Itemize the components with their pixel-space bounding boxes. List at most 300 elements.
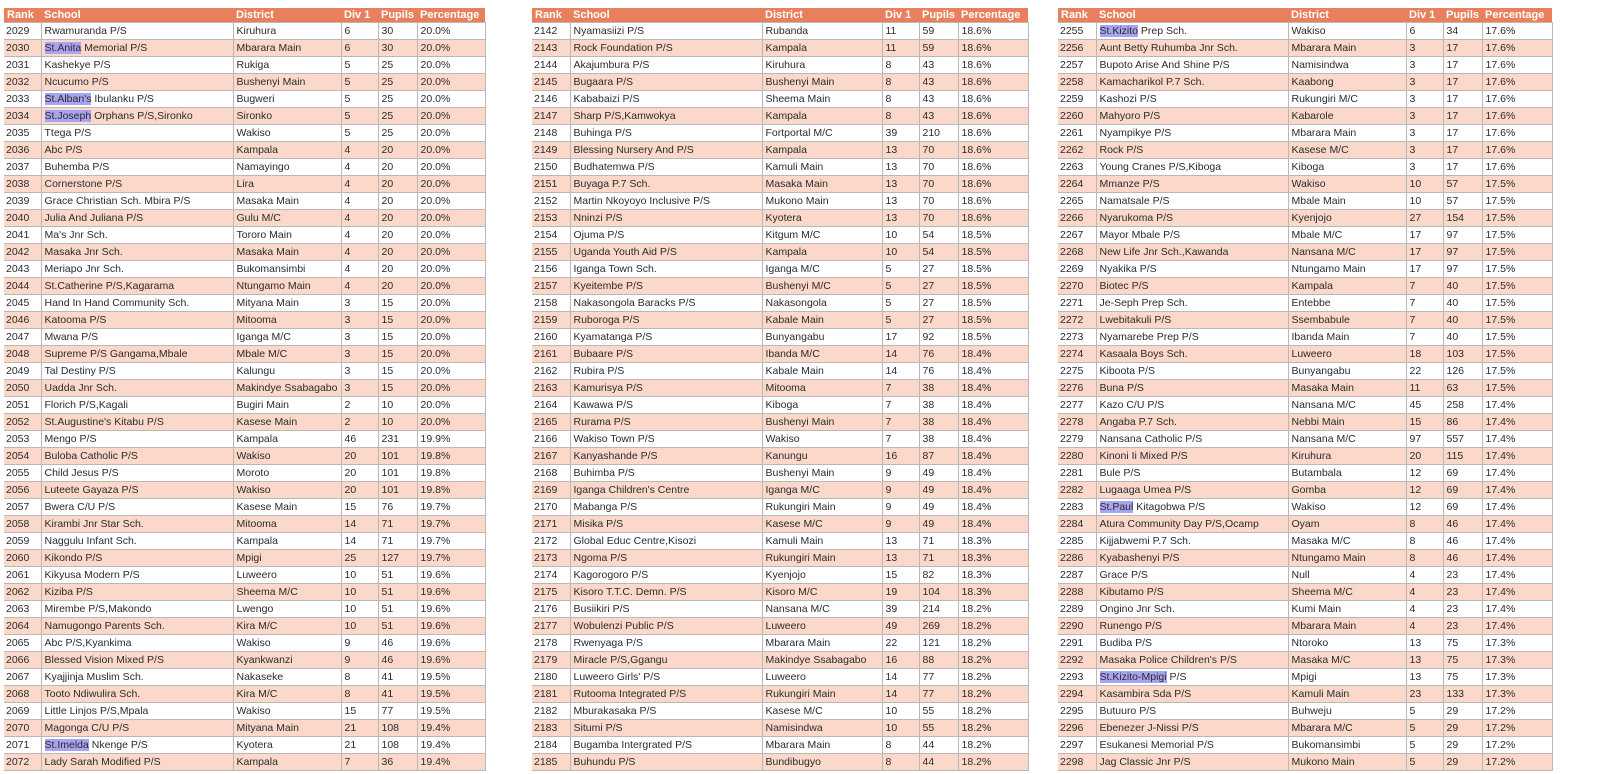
- rank-cell: 2063: [4, 601, 41, 618]
- school-cell: [1096, 652, 1288, 669]
- district-cell: Mbarara M/C: [1288, 720, 1406, 737]
- div1-cell: 3: [341, 346, 378, 363]
- pupils-cell: 20: [378, 176, 417, 193]
- div1-cell: 10: [882, 244, 919, 261]
- school-cell: [41, 346, 233, 363]
- district-cell: Bukomansimbi: [1288, 737, 1406, 754]
- school-name: Biotec P/S: [1099, 280, 1149, 292]
- school-cell: [41, 23, 233, 40]
- pupils-cell: 17: [1443, 91, 1482, 108]
- table-row: [1058, 244, 1552, 261]
- school-cell: [41, 601, 233, 618]
- percentage-cell: 17.6%: [1482, 142, 1552, 159]
- pupils-cell: 70: [919, 159, 958, 176]
- rank-cell: 2272: [1058, 312, 1096, 329]
- rank-cell: 2160: [532, 329, 570, 346]
- div1-cell: 7: [1406, 329, 1443, 346]
- school-name: Abc P/S: [44, 144, 83, 156]
- rank-cell: 2153: [532, 210, 570, 227]
- div1-cell: 7: [1406, 312, 1443, 329]
- pupils-cell: 17: [1443, 142, 1482, 159]
- rank-cell: 2035: [4, 125, 41, 142]
- table-row: [4, 516, 485, 533]
- school-name: Kashekye P/S: [44, 59, 111, 71]
- school-name: Little Linjos P/S,Mpala: [44, 705, 149, 717]
- district-cell: Gulu M/C: [233, 210, 341, 227]
- school-name: Grace Christian Sch. Mbira P/S: [44, 195, 191, 207]
- district-cell: Iganga M/C: [762, 261, 882, 278]
- school-name: Grace P/S: [1099, 569, 1148, 581]
- school-cell: [41, 210, 233, 227]
- table-row: [532, 635, 1028, 652]
- pupils-cell: 51: [378, 601, 417, 618]
- rank-cell: 2142: [532, 23, 570, 40]
- percentage-cell: 17.4%: [1482, 618, 1552, 635]
- percentage-cell: 19.4%: [417, 754, 485, 771]
- div1-cell: 3: [1406, 74, 1443, 91]
- rank-cell: 2057: [4, 499, 41, 516]
- rank-cell: 2296: [1058, 720, 1096, 737]
- school-name: Tal Destiny P/S: [44, 365, 116, 377]
- school-cell: [41, 193, 233, 210]
- pupils-cell: 77: [919, 686, 958, 703]
- rank-cell: 2295: [1058, 703, 1096, 720]
- rank-cell: 2161: [532, 346, 570, 363]
- district-cell: Wakiso: [762, 431, 882, 448]
- school-name: Young Cranes P/S,Kiboga: [1099, 161, 1222, 173]
- rank-cell: 2279: [1058, 431, 1096, 448]
- percentage-cell: 20.0%: [417, 142, 485, 159]
- percentage-cell: 20.0%: [417, 261, 485, 278]
- rank-cell: 2271: [1058, 295, 1096, 312]
- pupils-cell: 210: [919, 125, 958, 142]
- percentage-cell: 17.6%: [1482, 91, 1552, 108]
- school-cell: [570, 482, 762, 499]
- school-name: Budiba P/S: [1099, 637, 1153, 649]
- district-cell: Wakiso: [233, 635, 341, 652]
- school-name: Ma's Jnr Sch.: [44, 229, 108, 241]
- rank-cell: 2068: [4, 686, 41, 703]
- percentage-cell: 19.7%: [417, 516, 485, 533]
- pupils-cell: 23: [1443, 584, 1482, 601]
- pupils-cell: 40: [1443, 278, 1482, 295]
- school-cell: [570, 499, 762, 516]
- pupils-header: Pupils: [378, 8, 417, 23]
- table-row: [1058, 40, 1552, 57]
- district-cell: Bundibugyo: [762, 754, 882, 771]
- school-name: Buna P/S: [1099, 382, 1144, 394]
- school-cell: [41, 584, 233, 601]
- district-cell: Kira M/C: [233, 618, 341, 635]
- percentage-cell: 20.0%: [417, 278, 485, 295]
- district-cell: Masaka Main: [762, 176, 882, 193]
- school-name: Meriapo Jnr Sch.: [44, 263, 124, 275]
- table-row: [532, 720, 1028, 737]
- district-cell: Ibanda Main: [1288, 329, 1406, 346]
- school-cell: [570, 346, 762, 363]
- district-cell: Kyenjojo: [1288, 210, 1406, 227]
- pupils-cell: 154: [1443, 210, 1482, 227]
- school-name: Mengo P/S: [44, 433, 97, 445]
- school-cell: [1096, 261, 1288, 278]
- pupils-cell: 70: [919, 176, 958, 193]
- percentage-cell: 17.6%: [1482, 23, 1552, 40]
- table-row: [4, 431, 485, 448]
- rank-cell: 2158: [532, 295, 570, 312]
- percentage-cell: 17.5%: [1482, 312, 1552, 329]
- highlighted-text: St.Kizito-Mpigi: [1099, 671, 1167, 683]
- pupils-cell: 25: [378, 57, 417, 74]
- percentage-cell: 18.5%: [958, 278, 1028, 295]
- percentage-cell: 19.6%: [417, 652, 485, 669]
- table-row: [4, 176, 485, 193]
- div1-cell: 4: [341, 244, 378, 261]
- div1-cell: 13: [1406, 635, 1443, 652]
- school-name: Lady Sarah Modified P/S: [44, 756, 161, 768]
- school-name: Kanyashande P/S: [573, 450, 658, 462]
- rank-cell: 2266: [1058, 210, 1096, 227]
- div1-cell: 7: [341, 754, 378, 771]
- div1-cell: 3: [341, 363, 378, 380]
- percentage-cell: 19.5%: [417, 669, 485, 686]
- percentage-cell: 18.2%: [958, 720, 1028, 737]
- table-row: [532, 40, 1028, 57]
- rank-cell: 2049: [4, 363, 41, 380]
- percentage-cell: 20.0%: [417, 295, 485, 312]
- rank-cell: 2179: [532, 652, 570, 669]
- rank-cell: 2283: [1058, 499, 1096, 516]
- div1-cell: 17: [1406, 227, 1443, 244]
- table-row: [532, 516, 1028, 533]
- pupils-cell: 46: [378, 635, 417, 652]
- school-cell: [41, 278, 233, 295]
- district-cell: Sheema Main: [762, 91, 882, 108]
- school-name: Luweero Girls' P/S: [573, 671, 661, 683]
- percentage-cell: 17.4%: [1482, 533, 1552, 550]
- div1-cell: 12: [1406, 499, 1443, 516]
- percentage-cell: 18.6%: [958, 210, 1028, 227]
- rank-cell: 2175: [532, 584, 570, 601]
- pupils-header: Pupils: [919, 8, 958, 23]
- percentage-cell: 20.0%: [417, 227, 485, 244]
- school-header: School: [570, 8, 762, 23]
- table-row: [532, 448, 1028, 465]
- school-cell: [1096, 448, 1288, 465]
- div1-cell: 9: [882, 499, 919, 516]
- district-cell: Kitgum M/C: [762, 227, 882, 244]
- pupils-cell: 20: [378, 261, 417, 278]
- rank-cell: 2288: [1058, 584, 1096, 601]
- school-name: Sharp P/S,Kamwokya: [573, 110, 676, 122]
- district-cell: Wakiso: [233, 703, 341, 720]
- school-cell: [570, 278, 762, 295]
- table-row: [1058, 380, 1552, 397]
- pupils-cell: 27: [919, 278, 958, 295]
- table-row: [532, 329, 1028, 346]
- div1-cell: 12: [1406, 482, 1443, 499]
- pupils-cell: 17: [1443, 40, 1482, 57]
- div1-cell: 4: [341, 210, 378, 227]
- rank-cell: 2281: [1058, 465, 1096, 482]
- table-row: [4, 669, 485, 686]
- div1-cell: 9: [882, 516, 919, 533]
- district-cell: Bunyangabu: [762, 329, 882, 346]
- rank-cell: 2278: [1058, 414, 1096, 431]
- school-cell: [570, 754, 762, 771]
- table-row: [532, 584, 1028, 601]
- rank-cell: 2164: [532, 397, 570, 414]
- table-row: [4, 91, 485, 108]
- school-cell: [41, 295, 233, 312]
- school-cell: [570, 227, 762, 244]
- school-cell: [1096, 397, 1288, 414]
- district-cell: Mbarara Main: [1288, 618, 1406, 635]
- div1-cell: 5: [882, 261, 919, 278]
- table-row: [1058, 125, 1552, 142]
- district-cell: Kyankwanzi: [233, 652, 341, 669]
- school-name: Ncucumo P/S: [44, 76, 109, 88]
- school-name: Hand In Hand Community Sch.: [44, 297, 190, 309]
- pupils-cell: 20: [378, 142, 417, 159]
- district-cell: Mbarara Main: [233, 40, 341, 57]
- school-cell: [41, 142, 233, 159]
- table-row: [4, 159, 485, 176]
- table-row: [4, 584, 485, 601]
- school-cell: [570, 244, 762, 261]
- rank-cell: 2286: [1058, 550, 1096, 567]
- district-cell: Bugweri: [233, 91, 341, 108]
- percentage-cell: 17.5%: [1482, 210, 1552, 227]
- percentage-cell: 20.0%: [417, 380, 485, 397]
- school-cell: [1096, 227, 1288, 244]
- district-cell: Moroto: [233, 465, 341, 482]
- district-cell: Mbarara Main: [762, 635, 882, 652]
- district-cell: Bushenyi Main: [762, 74, 882, 91]
- school-cell: [1096, 754, 1288, 771]
- rank-cell: 2180: [532, 669, 570, 686]
- district-cell: Kabale Main: [762, 363, 882, 380]
- pupils-cell: 101: [378, 482, 417, 499]
- percentage-cell: 18.2%: [958, 754, 1028, 771]
- percentage-header: Percentage: [417, 8, 485, 23]
- district-cell: Nansana M/C: [1288, 397, 1406, 414]
- table-row: [1058, 601, 1552, 618]
- rank-cell: 2040: [4, 210, 41, 227]
- school-cell: [1096, 40, 1288, 57]
- school-cell: [1096, 295, 1288, 312]
- percentage-cell: 18.5%: [958, 295, 1028, 312]
- school-cell: [1096, 482, 1288, 499]
- table-row: [4, 278, 485, 295]
- table-row: [532, 482, 1028, 499]
- rank-cell: 2061: [4, 567, 41, 584]
- table-row: [1058, 686, 1552, 703]
- pupils-cell: 36: [378, 754, 417, 771]
- pupils-cell: 20: [378, 227, 417, 244]
- table-row: [532, 618, 1028, 635]
- pupils-cell: 258: [1443, 397, 1482, 414]
- table-row: [4, 23, 485, 40]
- rank-cell: 2166: [532, 431, 570, 448]
- school-cell: [1096, 159, 1288, 176]
- pupils-cell: 15: [378, 380, 417, 397]
- div1-cell: 7: [882, 414, 919, 431]
- div1-cell: 39: [882, 601, 919, 618]
- school-name: Masaka Jnr Sch.: [44, 246, 123, 258]
- rank-cell: 2053: [4, 431, 41, 448]
- school-cell: [570, 550, 762, 567]
- pupils-cell: 101: [378, 465, 417, 482]
- percentage-cell: 17.6%: [1482, 40, 1552, 57]
- table-row: [532, 397, 1028, 414]
- table-row: [532, 57, 1028, 74]
- div1-cell: 9: [341, 635, 378, 652]
- school-cell: [41, 448, 233, 465]
- school-name: Kiboota P/S: [1099, 365, 1155, 377]
- div1-cell: 7: [882, 380, 919, 397]
- school-name: Katooma P/S: [44, 314, 107, 326]
- pupils-cell: 70: [919, 193, 958, 210]
- school-cell: [41, 754, 233, 771]
- school-cell: [41, 91, 233, 108]
- district-cell: Rukungiri Main: [762, 686, 882, 703]
- div1-cell: 13: [882, 176, 919, 193]
- table-row: [1058, 499, 1552, 516]
- district-cell: Mbarara Main: [1288, 40, 1406, 57]
- percentage-cell: 18.4%: [958, 448, 1028, 465]
- school-cell: [570, 516, 762, 533]
- pupils-cell: 75: [1443, 635, 1482, 652]
- div1-cell: 97: [1406, 431, 1443, 448]
- percentage-cell: 19.9%: [417, 431, 485, 448]
- district-cell: Kiruhura: [762, 57, 882, 74]
- div1-cell: 22: [882, 635, 919, 652]
- rank-cell: 2029: [4, 23, 41, 40]
- school-cell: [570, 414, 762, 431]
- school-name: New Life Jnr Sch.,Kawanda: [1099, 246, 1229, 258]
- school-name: Buhinga P/S: [573, 127, 632, 139]
- school-name: Kirambi Jnr Star Sch.: [44, 518, 144, 530]
- school-cell: [570, 91, 762, 108]
- div1-cell: 8: [1406, 550, 1443, 567]
- percentage-cell: 20.0%: [417, 23, 485, 40]
- div1-cell: 5: [882, 278, 919, 295]
- rank-cell: 2037: [4, 159, 41, 176]
- table-row: [532, 346, 1028, 363]
- district-cell: Bukomansimbi: [233, 261, 341, 278]
- div1-cell: 3: [341, 312, 378, 329]
- district-cell: Masaka Main: [233, 193, 341, 210]
- percentage-cell: 20.0%: [417, 159, 485, 176]
- table-row: [532, 108, 1028, 125]
- district-cell: Kampala: [762, 108, 882, 125]
- pupils-cell: 38: [919, 397, 958, 414]
- school-name: Misika P/S: [573, 518, 624, 530]
- rank-cell: 2284: [1058, 516, 1096, 533]
- div1-cell: 14: [882, 346, 919, 363]
- percentage-cell: 17.5%: [1482, 295, 1552, 312]
- highlighted-text: St.Alban's: [44, 93, 92, 105]
- district-cell: Kyenjojo: [762, 567, 882, 584]
- district-cell: Mpigi: [1288, 669, 1406, 686]
- pupils-cell: 49: [919, 499, 958, 516]
- percentage-cell: 20.0%: [417, 193, 485, 210]
- table-row: [532, 754, 1028, 771]
- school-name: Kyamatanga P/S: [573, 331, 653, 343]
- percentage-cell: 17.4%: [1482, 482, 1552, 499]
- pupils-cell: 57: [1443, 176, 1482, 193]
- table-row: [1058, 448, 1552, 465]
- percentage-cell: 17.2%: [1482, 737, 1552, 754]
- div1-cell: 21: [341, 737, 378, 754]
- district-cell: Wakiso: [233, 125, 341, 142]
- school-name: Busiikiri P/S: [573, 603, 630, 615]
- table-row: [1058, 584, 1552, 601]
- table-row: [532, 210, 1028, 227]
- school-cell: [570, 448, 762, 465]
- rank-cell: 2144: [532, 57, 570, 74]
- table-row: [532, 652, 1028, 669]
- school-name: Lugaaga Umea P/S: [1099, 484, 1192, 496]
- rank-cell: 2043: [4, 261, 41, 278]
- district-cell: Kasese M/C: [762, 703, 882, 720]
- district-cell: Nebbi Main: [1288, 414, 1406, 431]
- div1-cell: 4: [341, 261, 378, 278]
- pupils-header: Pupils: [1443, 8, 1482, 23]
- table-row: [1058, 652, 1552, 669]
- div1-cell: 3: [1406, 40, 1443, 57]
- div1-cell: 5: [882, 295, 919, 312]
- table-row: [1058, 720, 1552, 737]
- school-name: Bubaare P/S: [573, 348, 634, 360]
- div1-cell: 4: [1406, 584, 1443, 601]
- table-row: [532, 74, 1028, 91]
- pupils-cell: 34: [1443, 23, 1482, 40]
- school-cell: [1096, 142, 1288, 159]
- table-row: [532, 23, 1028, 40]
- district-cell: Nansana M/C: [762, 601, 882, 618]
- div1-cell: 16: [882, 652, 919, 669]
- div1-cell: 7: [1406, 295, 1443, 312]
- school-cell: [570, 669, 762, 686]
- district-cell: Luweero: [762, 669, 882, 686]
- school-cell: [41, 516, 233, 533]
- school-cell: [41, 380, 233, 397]
- school-cell: [1096, 737, 1288, 754]
- table-row: [532, 176, 1028, 193]
- percentage-cell: 18.4%: [958, 431, 1028, 448]
- div1-cell: 15: [341, 703, 378, 720]
- rank-cell: 2261: [1058, 125, 1096, 142]
- school-name: Jag Classic Jnr P/S: [1099, 756, 1191, 768]
- rank-cell: 2263: [1058, 159, 1096, 176]
- div1-cell: 10: [341, 601, 378, 618]
- school-name: Kamacharikol P.7 Sch.: [1099, 76, 1205, 88]
- ranking-table-3: [1058, 8, 1553, 771]
- district-cell: Rukungiri M/C: [1288, 91, 1406, 108]
- rank-header: Rank: [1058, 8, 1096, 23]
- pupils-cell: 77: [919, 669, 958, 686]
- school-name: Angaba P.7 Sch.: [1099, 416, 1177, 428]
- div1-cell: 10: [341, 618, 378, 635]
- div1-cell: 8: [1406, 516, 1443, 533]
- table-row: [4, 720, 485, 737]
- percentage-cell: 18.4%: [958, 380, 1028, 397]
- pupils-cell: 23: [1443, 618, 1482, 635]
- pupils-cell: 51: [378, 567, 417, 584]
- pupils-cell: 44: [919, 754, 958, 771]
- table-row: [532, 414, 1028, 431]
